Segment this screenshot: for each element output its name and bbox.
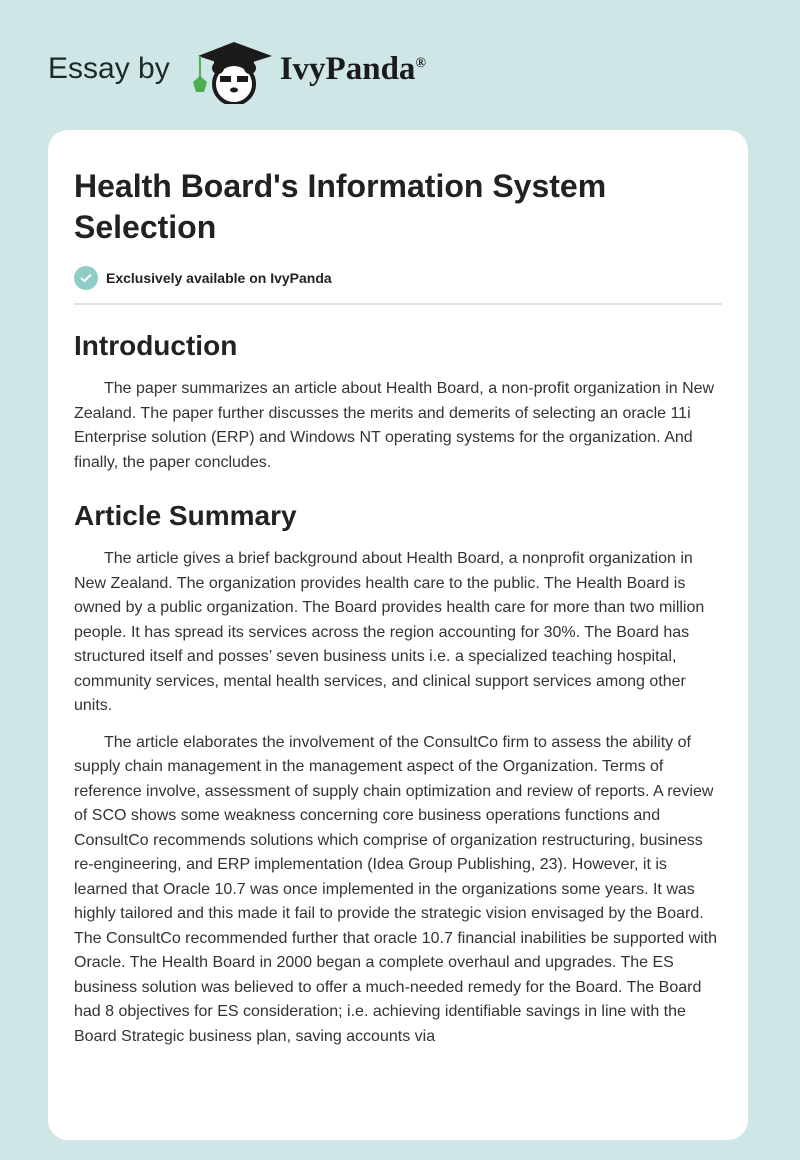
essay-by-label: Essay by <box>48 52 170 85</box>
brand-text: IvyPanda <box>279 50 416 87</box>
section-heading: Article Summary <box>74 500 297 531</box>
essay-title: Health Board's Information System Selection <box>74 168 607 245</box>
registered-mark: ® <box>415 55 426 71</box>
section-heading: Introduction <box>74 330 238 361</box>
panda-graduate-icon <box>188 34 274 104</box>
ivypanda-logo[interactable] <box>188 34 426 104</box>
site-header <box>48 34 426 104</box>
section-introduction <box>74 329 722 475</box>
paragraph: The article gives a brief background about Health Board, a nonprofit organization in New Zealand. The organization provides health care to the public. The Health Board is owned by a public organization. The Board provides health care for more than two million people. It has spread its services across the region accounting for 30%. The Board has structured itself and posses’ seven business units i.e. a specialized teaching hospital, community services, mental health services, and clinical support services among other units. <box>74 550 705 714</box>
check-icon <box>74 266 98 290</box>
paragraph: The paper summarizes an article about Health Board, a non-profit organization in New Zealand. The paper further discusses the merits and demerits of selecting an oracle 11i Enterprise solution (ERP) and Windows NT operating systems for the organization. And finally, the paper concludes. <box>74 380 715 471</box>
essay-card <box>48 130 748 1140</box>
brand-name <box>280 51 426 88</box>
section-article-summary <box>74 499 722 1049</box>
exclusive-badge <box>74 266 722 290</box>
paragraph: The article elaborates the involvement of the ConsultCo firm to assess the ability of supply chain management in the management aspect of the Organization. Terms of reference involve, assessment of supply chain optimization and review of reports. A review of SCO shows some weakness concerning core business operations functions and ConsultCo recommends solutions which comprise of organization restructuring, business re-engineering, and ERP implementation (Idea Group Publishing, 23). However, it is learned that Oracle 10.7 was once implemented in the organizations some years. It was highly tailored and this made it fail to provide the strategic vision envisaged by the Board. The ConsultCo recommended further that oracle 10.7 financial inabilities be supported with Oracle. The Health Board in 2000 began a complete overhaul and upgrades. The ES business solution was believed to offer a much-needed remedy for the Board. The Board had 8 objectives for ES consideration; i.e. achieving identifiable savings in line with the Board Strategic business plan, saving accounts via <box>74 733 718 1045</box>
divider <box>74 303 722 305</box>
exclusive-badge-text: Exclusively available on IvyPanda <box>106 270 332 286</box>
